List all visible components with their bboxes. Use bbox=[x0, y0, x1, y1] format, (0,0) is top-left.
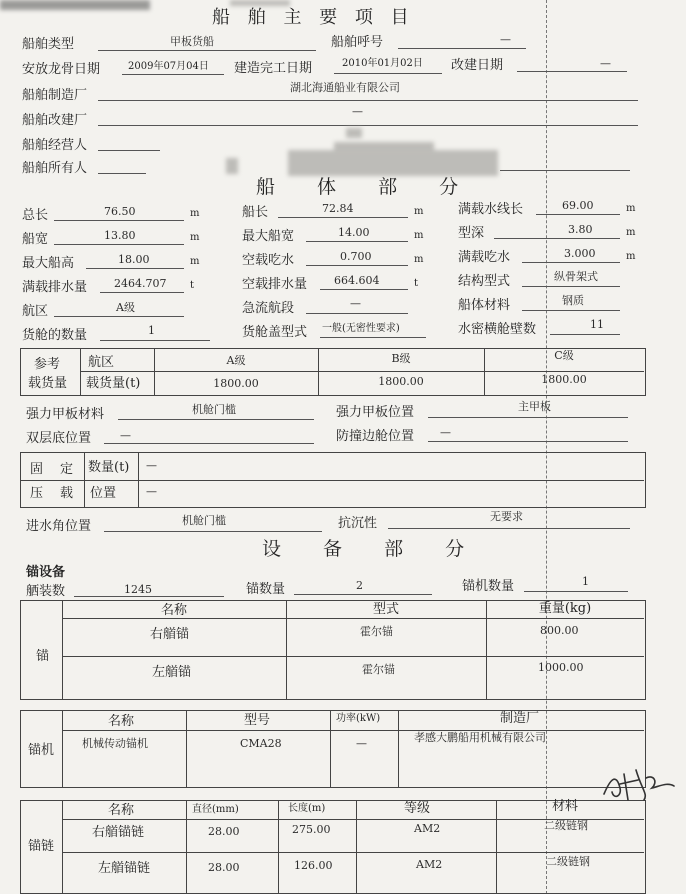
table-rule bbox=[62, 730, 644, 731]
rebuild-yard-label: 船舶改建厂 bbox=[22, 113, 88, 128]
waterline-length-label: 满载水线长 bbox=[458, 202, 524, 217]
windlass-count-value: 1 bbox=[582, 575, 589, 588]
chain-grade-header: 等级 bbox=[404, 801, 431, 816]
ballast-position-label: 位置 bbox=[90, 486, 117, 501]
light-draft-unit: m bbox=[414, 254, 424, 265]
chain-length-1: 275.00 bbox=[292, 823, 331, 836]
double-bottom-label: 双层底位置 bbox=[26, 431, 92, 446]
underline bbox=[100, 292, 184, 293]
chain-diameter-1: 28.00 bbox=[208, 825, 240, 838]
underline bbox=[100, 340, 210, 341]
hatch-type-label: 货舱盖型式 bbox=[242, 325, 308, 340]
underline bbox=[428, 417, 628, 418]
table-rule bbox=[62, 656, 644, 657]
underline bbox=[550, 334, 620, 335]
anchor-type-2: 霍尔锚 bbox=[362, 663, 395, 676]
chain-grade-1: AM2 bbox=[414, 822, 441, 835]
underline bbox=[118, 419, 314, 420]
underline bbox=[306, 241, 408, 242]
breadth-label: 船宽 bbox=[22, 232, 49, 247]
deck-material-value: 机舱门槛 bbox=[192, 403, 236, 416]
windlass-row-label: 锚机 bbox=[28, 743, 55, 758]
underline bbox=[306, 265, 408, 266]
collision-position-value: — bbox=[440, 426, 451, 439]
full-displacement-unit: t bbox=[190, 280, 195, 291]
redaction bbox=[346, 128, 362, 138]
anchor-type-1: 霍尔锚 bbox=[360, 625, 393, 638]
hull-material-value: 钢质 bbox=[562, 294, 584, 307]
chain-grade-2: AM2 bbox=[416, 858, 443, 871]
underline bbox=[54, 244, 184, 245]
underline bbox=[522, 262, 620, 263]
keel-date-label: 安放龙骨日期 bbox=[22, 62, 101, 77]
underline bbox=[522, 286, 620, 287]
scan-artifact bbox=[230, 0, 290, 6]
windlass-power-header: 功率(kW) bbox=[336, 713, 381, 724]
underline bbox=[54, 316, 184, 317]
full-draft-label: 满载吃水 bbox=[458, 250, 511, 265]
cargo-value-a: 1800.00 bbox=[213, 377, 259, 390]
completion-date-label: 建造完工日期 bbox=[234, 61, 313, 76]
underline bbox=[104, 443, 314, 444]
underline bbox=[388, 528, 630, 529]
shipyard-value: 湖北海通船业有限公司 bbox=[290, 81, 400, 94]
cargo-zone-header: 航区 bbox=[88, 355, 115, 370]
rapids-value: — bbox=[350, 297, 361, 310]
ballast-position-value: — bbox=[146, 485, 157, 498]
hatch-type-value: 一般(无密性要求) bbox=[322, 323, 400, 334]
waterline-length-value: 69.00 bbox=[562, 199, 594, 212]
anchor-weight-1: 800.00 bbox=[540, 624, 579, 637]
max-height-value: 18.00 bbox=[118, 253, 150, 266]
max-breadth-value: 14.00 bbox=[338, 226, 370, 239]
anchor-name-header: 名称 bbox=[160, 603, 187, 618]
callsign-value: — bbox=[500, 33, 511, 46]
max-height-unit: m bbox=[190, 256, 200, 267]
handwritten-signature bbox=[598, 760, 680, 810]
document-title: 船 舶 主 要 项 目 bbox=[212, 7, 415, 28]
owner-label: 船舶所有人 bbox=[22, 161, 88, 176]
flood-angle-label: 进水角位置 bbox=[26, 519, 92, 534]
ship-length-label: 船长 bbox=[242, 205, 269, 220]
underline bbox=[517, 71, 627, 72]
underline bbox=[86, 268, 184, 269]
hold-count-label: 货舱的数量 bbox=[22, 328, 88, 343]
table-rule bbox=[80, 348, 81, 395]
shipyard-label: 船舶制造厂 bbox=[22, 88, 88, 103]
chain-name-1: 右艏锚链 bbox=[92, 825, 145, 840]
ballast-quantity-value: — bbox=[146, 459, 157, 472]
anchor-count-value: 2 bbox=[356, 579, 363, 592]
structure-type-label: 结构型式 bbox=[458, 274, 511, 289]
underline bbox=[98, 150, 160, 151]
underline bbox=[104, 531, 322, 532]
table-rule bbox=[80, 371, 644, 372]
ballast-label-2b: 载 bbox=[60, 486, 74, 501]
deck-material-label: 强力甲板材料 bbox=[26, 407, 105, 422]
chain-length-2: 126.00 bbox=[294, 859, 333, 872]
cargo-col-b: B级 bbox=[391, 352, 411, 365]
navigation-zone-value: A级 bbox=[116, 301, 135, 314]
light-displacement-unit: t bbox=[414, 278, 419, 289]
max-height-label: 最大船高 bbox=[22, 256, 75, 271]
table-rule bbox=[62, 618, 644, 619]
anchor-name-1: 右艏锚 bbox=[150, 627, 190, 642]
chain-material-header: 材料 bbox=[552, 799, 579, 814]
bulkhead-count-label: 水密横舱壁数 bbox=[458, 322, 537, 337]
underline bbox=[74, 596, 224, 597]
underline bbox=[428, 441, 628, 442]
table-rule bbox=[398, 710, 399, 787]
chain-material-1: 二级链钢 bbox=[544, 819, 588, 832]
cargo-value-c: 1800.00 bbox=[541, 373, 587, 386]
underline bbox=[334, 73, 442, 74]
equipment-number-value: 1245 bbox=[124, 583, 152, 596]
underline bbox=[398, 48, 526, 49]
cargo-value-b: 1800.00 bbox=[378, 375, 424, 388]
table-rule bbox=[356, 800, 357, 893]
keel-date-value: 2009年07月04日 bbox=[128, 61, 209, 72]
chain-name-header: 名称 bbox=[108, 803, 135, 818]
underline bbox=[98, 100, 638, 101]
max-breadth-label: 最大船宽 bbox=[242, 229, 295, 244]
hull-section-title: 船 体 部 分 bbox=[256, 176, 477, 198]
double-bottom-value: — bbox=[120, 429, 131, 442]
completion-date-value: 2010年01月02日 bbox=[342, 58, 423, 69]
equipment-section-title: 设 备 部 分 bbox=[262, 538, 483, 560]
table-rule bbox=[62, 710, 63, 787]
structure-type-value: 纵骨架式 bbox=[554, 270, 598, 283]
scan-artifact bbox=[0, 0, 150, 10]
anchor-equipment-label: 锚设备 bbox=[26, 565, 66, 580]
deck-position-value: 主甲板 bbox=[518, 400, 551, 413]
ship-type-value: 甲板货船 bbox=[170, 35, 214, 48]
table-rule bbox=[186, 710, 187, 787]
ship-type-label: 船舶类型 bbox=[22, 37, 75, 52]
ballast-label-1a: 固 bbox=[30, 462, 44, 477]
cargo-ref-label: 参考 bbox=[34, 357, 61, 372]
chain-material-2: 二级链钢 bbox=[546, 855, 590, 868]
ballast-quantity-label: 数量(t) bbox=[88, 460, 130, 475]
anchor-name-2: 左艏锚 bbox=[152, 665, 192, 680]
windlass-count-label: 锚机数量 bbox=[462, 579, 515, 594]
chain-row-label: 锚链 bbox=[28, 839, 55, 854]
table-rule bbox=[186, 800, 187, 893]
cargo-capacity-label: 载货量 bbox=[28, 376, 68, 391]
depth-unit: m bbox=[626, 227, 636, 238]
breadth-unit: m bbox=[190, 232, 200, 243]
rebuild-yard-value: — bbox=[352, 105, 363, 118]
table-rule bbox=[62, 852, 644, 853]
ship-length-value: 72.84 bbox=[322, 202, 354, 215]
overall-length-label: 总长 bbox=[22, 208, 49, 223]
overall-length-unit: m bbox=[190, 208, 200, 219]
full-draft-value: 3.000 bbox=[564, 247, 596, 260]
windlass-name-header: 名称 bbox=[108, 714, 135, 729]
table-rule bbox=[278, 800, 279, 893]
underline bbox=[306, 313, 408, 314]
light-displacement-value: 664.604 bbox=[334, 274, 380, 287]
underline bbox=[278, 217, 408, 218]
ballast-label-2a: 压 bbox=[30, 486, 44, 501]
underline bbox=[320, 337, 426, 338]
windlass-maker-header: 制造厂 bbox=[500, 711, 540, 726]
windlass-model-value: CMA28 bbox=[240, 737, 282, 750]
cargo-col-a: A级 bbox=[226, 354, 246, 367]
underline bbox=[320, 289, 408, 290]
chain-diameter-2: 28.00 bbox=[208, 861, 240, 874]
ship-length-unit: m bbox=[414, 206, 424, 217]
breadth-value: 13.80 bbox=[104, 229, 136, 242]
full-displacement-label: 满载排水量 bbox=[22, 280, 88, 295]
light-draft-label: 空载吃水 bbox=[242, 253, 295, 268]
windlass-power-value: — bbox=[356, 737, 367, 750]
rapids-label: 急流航段 bbox=[242, 301, 295, 316]
underline bbox=[98, 50, 316, 51]
navigation-zone-label: 航区 bbox=[22, 304, 49, 319]
hull-material-label: 船体材料 bbox=[458, 298, 511, 313]
underline bbox=[494, 238, 620, 239]
rebuild-date-value: — bbox=[600, 57, 611, 70]
flood-angle-value: 机舱门槛 bbox=[182, 514, 226, 527]
windlass-name-value: 机械传动锚机 bbox=[82, 737, 148, 750]
cargo-tonnage-header: 载货量(t) bbox=[86, 376, 141, 391]
table-rule bbox=[62, 800, 63, 893]
ballast-label-1b: 定 bbox=[60, 462, 74, 477]
unsinkability-value: 无要求 bbox=[490, 510, 523, 523]
bulkhead-count-value: 11 bbox=[590, 318, 604, 331]
collision-position-label: 防撞边舱位置 bbox=[336, 429, 415, 444]
depth-label: 型深 bbox=[458, 226, 485, 241]
full-draft-unit: m bbox=[626, 251, 636, 262]
callsign-label: 船舶呼号 bbox=[331, 35, 384, 50]
underline bbox=[294, 594, 432, 595]
table-rule bbox=[330, 710, 331, 787]
deck-position-label: 强力甲板位置 bbox=[336, 405, 415, 420]
underline bbox=[98, 173, 146, 174]
cargo-col-c: C级 bbox=[554, 349, 574, 362]
underline bbox=[522, 310, 620, 311]
underline bbox=[54, 220, 184, 221]
hold-count-value: 1 bbox=[148, 324, 155, 337]
anchor-weight-header: 重量(kg) bbox=[538, 601, 592, 616]
anchor-row-label: 锚 bbox=[36, 649, 50, 664]
table-rule bbox=[20, 480, 644, 481]
underline bbox=[98, 125, 638, 126]
chain-name-2: 左艏锚链 bbox=[98, 861, 151, 876]
waterline-length-unit: m bbox=[626, 203, 636, 214]
anchor-weight-2: 1000.00 bbox=[538, 661, 584, 674]
table-rule bbox=[496, 800, 497, 893]
chain-diameter-header: 直径(mm) bbox=[192, 804, 239, 815]
redaction bbox=[288, 150, 498, 176]
underline bbox=[500, 170, 630, 171]
chain-length-header: 长度(m) bbox=[288, 803, 326, 814]
light-draft-value: 0.700 bbox=[340, 250, 372, 263]
anchor-type-header: 型式 bbox=[372, 602, 399, 617]
equipment-number-label: 舾装数 bbox=[26, 584, 66, 599]
unsinkability-label: 抗沉性 bbox=[338, 516, 378, 531]
underline bbox=[122, 74, 224, 75]
underline bbox=[524, 591, 628, 592]
full-displacement-value: 2464.707 bbox=[114, 277, 167, 290]
overall-length-value: 76.50 bbox=[104, 205, 136, 218]
redaction bbox=[226, 158, 238, 174]
operator-label: 船舶经营人 bbox=[22, 138, 88, 153]
anchor-count-label: 锚数量 bbox=[246, 582, 286, 597]
max-breadth-unit: m bbox=[414, 230, 424, 241]
depth-value: 3.80 bbox=[568, 223, 593, 236]
light-displacement-label: 空载排水量 bbox=[242, 277, 308, 292]
underline bbox=[536, 214, 620, 215]
rebuild-date-label: 改建日期 bbox=[451, 58, 504, 73]
windlass-model-header: 型号 bbox=[244, 713, 271, 728]
windlass-maker-value: 孝感大鹏船用机械有限公司 bbox=[414, 731, 546, 744]
